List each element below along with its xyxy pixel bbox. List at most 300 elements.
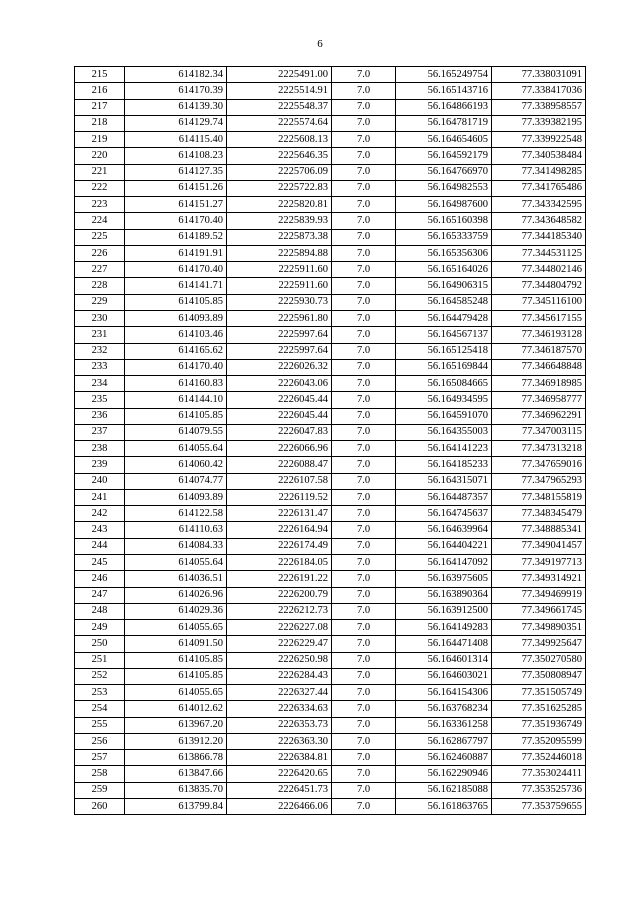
longitude-cell: 77.344185340 xyxy=(492,229,586,245)
longitude-cell: 77.338958557 xyxy=(492,99,586,115)
latitude-cell: 56.165160398 xyxy=(396,213,492,229)
latitude-cell: 56.163890364 xyxy=(396,587,492,603)
height-cell: 7.0 xyxy=(332,424,396,440)
x-coordinate-cell: 614127.35 xyxy=(125,164,227,180)
x-coordinate-cell: 614151.27 xyxy=(125,197,227,213)
x-coordinate-cell: 614129.74 xyxy=(125,115,227,131)
point-number-cell: 225 xyxy=(75,229,125,245)
height-cell: 7.0 xyxy=(332,115,396,131)
longitude-cell: 77.346958777 xyxy=(492,392,586,408)
latitude-cell: 56.164866193 xyxy=(396,99,492,115)
latitude-cell: 56.164745637 xyxy=(396,506,492,522)
table-row xyxy=(75,148,586,164)
y-coordinate-cell: 2226164.94 xyxy=(227,522,332,538)
height-cell: 7.0 xyxy=(332,750,396,766)
x-coordinate-cell: 614110.63 xyxy=(125,522,227,538)
latitude-cell: 56.162460887 xyxy=(396,750,492,766)
y-coordinate-cell: 2226353.73 xyxy=(227,717,332,733)
longitude-cell: 77.344804792 xyxy=(492,278,586,294)
point-number-cell: 233 xyxy=(75,359,125,375)
x-coordinate-cell: 614093.89 xyxy=(125,489,227,505)
height-cell: 7.0 xyxy=(332,359,396,375)
y-coordinate-cell: 2226200.79 xyxy=(227,587,332,603)
height-cell: 7.0 xyxy=(332,132,396,148)
point-number-cell: 231 xyxy=(75,327,125,343)
latitude-cell: 56.164479428 xyxy=(396,310,492,326)
point-number-cell: 220 xyxy=(75,148,125,164)
longitude-cell: 77.348345479 xyxy=(492,506,586,522)
longitude-cell: 77.345617155 xyxy=(492,310,586,326)
table-row xyxy=(75,587,586,603)
x-coordinate-cell: 614055.64 xyxy=(125,441,227,457)
point-number-cell: 240 xyxy=(75,473,125,489)
latitude-cell: 56.165125418 xyxy=(396,343,492,359)
table-row xyxy=(75,294,586,310)
point-number-cell: 247 xyxy=(75,587,125,603)
latitude-cell: 56.164639964 xyxy=(396,522,492,538)
table-row xyxy=(75,164,586,180)
y-coordinate-cell: 2226363.30 xyxy=(227,733,332,749)
table-row xyxy=(75,424,586,440)
point-number-cell: 245 xyxy=(75,554,125,570)
table-row xyxy=(75,522,586,538)
height-cell: 7.0 xyxy=(332,99,396,115)
longitude-cell: 77.346193128 xyxy=(492,327,586,343)
y-coordinate-cell: 2226026.32 xyxy=(227,359,332,375)
y-coordinate-cell: 2226334.63 xyxy=(227,701,332,717)
height-cell: 7.0 xyxy=(332,538,396,554)
latitude-cell: 56.164585248 xyxy=(396,294,492,310)
y-coordinate-cell: 2226174.49 xyxy=(227,538,332,554)
longitude-cell: 77.352095599 xyxy=(492,733,586,749)
latitude-cell: 56.164487357 xyxy=(396,489,492,505)
y-coordinate-cell: 2225706.09 xyxy=(227,164,332,180)
y-coordinate-cell: 2225894.88 xyxy=(227,245,332,261)
table-row xyxy=(75,359,586,375)
x-coordinate-cell: 614144.10 xyxy=(125,392,227,408)
table-row xyxy=(75,506,586,522)
latitude-cell: 56.164781719 xyxy=(396,115,492,131)
table-row xyxy=(75,229,586,245)
table-row xyxy=(75,620,586,636)
table-row xyxy=(75,701,586,717)
coordinates-table xyxy=(74,66,586,815)
latitude-cell: 56.165333759 xyxy=(396,229,492,245)
table-row xyxy=(75,441,586,457)
table-row xyxy=(75,750,586,766)
y-coordinate-cell: 2226045.44 xyxy=(227,408,332,424)
table-row xyxy=(75,668,586,684)
y-coordinate-cell: 2226045.44 xyxy=(227,392,332,408)
latitude-cell: 56.164766970 xyxy=(396,164,492,180)
latitude-cell: 56.163975605 xyxy=(396,571,492,587)
point-number-cell: 260 xyxy=(75,798,125,814)
table-row xyxy=(75,343,586,359)
x-coordinate-cell: 614115.40 xyxy=(125,132,227,148)
x-coordinate-cell: 614074.77 xyxy=(125,473,227,489)
x-coordinate-cell: 614055.64 xyxy=(125,554,227,570)
point-number-cell: 250 xyxy=(75,636,125,652)
height-cell: 7.0 xyxy=(332,83,396,99)
height-cell: 7.0 xyxy=(332,782,396,798)
longitude-cell: 77.344531125 xyxy=(492,245,586,261)
longitude-cell: 77.350270580 xyxy=(492,652,586,668)
point-number-cell: 230 xyxy=(75,310,125,326)
x-coordinate-cell: 613847.66 xyxy=(125,766,227,782)
y-coordinate-cell: 2225911.60 xyxy=(227,262,332,278)
height-cell: 7.0 xyxy=(332,473,396,489)
latitude-cell: 56.164982553 xyxy=(396,180,492,196)
point-number-cell: 253 xyxy=(75,685,125,701)
x-coordinate-cell: 614105.85 xyxy=(125,652,227,668)
table-row xyxy=(75,376,586,392)
latitude-cell: 56.164355003 xyxy=(396,424,492,440)
table-row xyxy=(75,213,586,229)
longitude-cell: 77.347313218 xyxy=(492,441,586,457)
longitude-cell: 77.349469919 xyxy=(492,587,586,603)
height-cell: 7.0 xyxy=(332,408,396,424)
latitude-cell: 56.164592179 xyxy=(396,148,492,164)
point-number-cell: 217 xyxy=(75,99,125,115)
table-row xyxy=(75,457,586,473)
longitude-cell: 77.338031091 xyxy=(492,67,586,83)
point-number-cell: 246 xyxy=(75,571,125,587)
longitude-cell: 77.349890351 xyxy=(492,620,586,636)
longitude-cell: 77.353525736 xyxy=(492,782,586,798)
y-coordinate-cell: 2225574.64 xyxy=(227,115,332,131)
y-coordinate-cell: 2226119.52 xyxy=(227,489,332,505)
y-coordinate-cell: 2225839.93 xyxy=(227,213,332,229)
height-cell: 7.0 xyxy=(332,603,396,619)
table-row xyxy=(75,798,586,814)
height-cell: 7.0 xyxy=(332,668,396,684)
x-coordinate-cell: 614191.91 xyxy=(125,245,227,261)
height-cell: 7.0 xyxy=(332,587,396,603)
point-number-cell: 252 xyxy=(75,668,125,684)
point-number-cell: 259 xyxy=(75,782,125,798)
table-row xyxy=(75,99,586,115)
longitude-cell: 77.345116100 xyxy=(492,294,586,310)
point-number-cell: 256 xyxy=(75,733,125,749)
x-coordinate-cell: 614055.65 xyxy=(125,685,227,701)
table-row xyxy=(75,538,586,554)
y-coordinate-cell: 2226229.47 xyxy=(227,636,332,652)
y-coordinate-cell: 2226420.65 xyxy=(227,766,332,782)
latitude-cell: 56.164591070 xyxy=(396,408,492,424)
longitude-cell: 77.350808947 xyxy=(492,668,586,684)
coordinates-table-body xyxy=(75,67,586,815)
latitude-cell: 56.165084665 xyxy=(396,376,492,392)
x-coordinate-cell: 614036.51 xyxy=(125,571,227,587)
longitude-cell: 77.346962291 xyxy=(492,408,586,424)
y-coordinate-cell: 2226107.58 xyxy=(227,473,332,489)
point-number-cell: 238 xyxy=(75,441,125,457)
longitude-cell: 77.340538484 xyxy=(492,148,586,164)
y-coordinate-cell: 2225722.83 xyxy=(227,180,332,196)
x-coordinate-cell: 614170.40 xyxy=(125,262,227,278)
table-row xyxy=(75,473,586,489)
height-cell: 7.0 xyxy=(332,343,396,359)
latitude-cell: 56.164149283 xyxy=(396,620,492,636)
x-coordinate-cell: 614108.23 xyxy=(125,148,227,164)
x-coordinate-cell: 614182.34 xyxy=(125,67,227,83)
table-row xyxy=(75,278,586,294)
x-coordinate-cell: 614105.85 xyxy=(125,408,227,424)
page-number: 6 xyxy=(317,38,323,50)
longitude-cell: 77.339922548 xyxy=(492,132,586,148)
x-coordinate-cell: 614060.42 xyxy=(125,457,227,473)
longitude-cell: 77.348885341 xyxy=(492,522,586,538)
x-coordinate-cell: 614189.52 xyxy=(125,229,227,245)
height-cell: 7.0 xyxy=(332,213,396,229)
table-row xyxy=(75,245,586,261)
point-number-cell: 223 xyxy=(75,197,125,213)
height-cell: 7.0 xyxy=(332,376,396,392)
latitude-cell: 56.164654605 xyxy=(396,132,492,148)
latitude-cell: 56.164147092 xyxy=(396,554,492,570)
height-cell: 7.0 xyxy=(332,441,396,457)
y-coordinate-cell: 2225491.00 xyxy=(227,67,332,83)
point-number-cell: 218 xyxy=(75,115,125,131)
y-coordinate-cell: 2226043.06 xyxy=(227,376,332,392)
latitude-cell: 56.165164026 xyxy=(396,262,492,278)
point-number-cell: 255 xyxy=(75,717,125,733)
height-cell: 7.0 xyxy=(332,798,396,814)
latitude-cell: 56.161863765 xyxy=(396,798,492,814)
y-coordinate-cell: 2225961.80 xyxy=(227,310,332,326)
x-coordinate-cell: 614012.62 xyxy=(125,701,227,717)
y-coordinate-cell: 2226212.73 xyxy=(227,603,332,619)
height-cell: 7.0 xyxy=(332,294,396,310)
height-cell: 7.0 xyxy=(332,278,396,294)
latitude-cell: 56.164906315 xyxy=(396,278,492,294)
latitude-cell: 56.164987600 xyxy=(396,197,492,213)
point-number-cell: 228 xyxy=(75,278,125,294)
longitude-cell: 77.347659016 xyxy=(492,457,586,473)
longitude-cell: 77.349197713 xyxy=(492,554,586,570)
latitude-cell: 56.163768234 xyxy=(396,701,492,717)
latitude-cell: 56.162867797 xyxy=(396,733,492,749)
point-number-cell: 258 xyxy=(75,766,125,782)
latitude-cell: 56.163361258 xyxy=(396,717,492,733)
longitude-cell: 77.346187570 xyxy=(492,343,586,359)
x-coordinate-cell: 614091.50 xyxy=(125,636,227,652)
y-coordinate-cell: 2225873.38 xyxy=(227,229,332,245)
table-row xyxy=(75,685,586,701)
latitude-cell: 56.164404221 xyxy=(396,538,492,554)
longitude-cell: 77.351505749 xyxy=(492,685,586,701)
y-coordinate-cell: 2226088.47 xyxy=(227,457,332,473)
point-number-cell: 229 xyxy=(75,294,125,310)
height-cell: 7.0 xyxy=(332,620,396,636)
x-coordinate-cell: 614151.26 xyxy=(125,180,227,196)
longitude-cell: 77.351625285 xyxy=(492,701,586,717)
latitude-cell: 56.162185088 xyxy=(396,782,492,798)
latitude-cell: 56.162290946 xyxy=(396,766,492,782)
longitude-cell: 77.343648582 xyxy=(492,213,586,229)
longitude-cell: 77.349661745 xyxy=(492,603,586,619)
height-cell: 7.0 xyxy=(332,571,396,587)
longitude-cell: 77.353024411 xyxy=(492,766,586,782)
table-row xyxy=(75,310,586,326)
x-coordinate-cell: 614141.71 xyxy=(125,278,227,294)
y-coordinate-cell: 2226227.08 xyxy=(227,620,332,636)
longitude-cell: 77.344802146 xyxy=(492,262,586,278)
point-number-cell: 224 xyxy=(75,213,125,229)
height-cell: 7.0 xyxy=(332,554,396,570)
x-coordinate-cell: 614139.30 xyxy=(125,99,227,115)
longitude-cell: 77.353759655 xyxy=(492,798,586,814)
point-number-cell: 241 xyxy=(75,489,125,505)
y-coordinate-cell: 2226066.96 xyxy=(227,441,332,457)
y-coordinate-cell: 2226466.06 xyxy=(227,798,332,814)
latitude-cell: 56.164603021 xyxy=(396,668,492,684)
x-coordinate-cell: 614026.96 xyxy=(125,587,227,603)
y-coordinate-cell: 2226184.05 xyxy=(227,554,332,570)
point-number-cell: 248 xyxy=(75,603,125,619)
point-number-cell: 236 xyxy=(75,408,125,424)
height-cell: 7.0 xyxy=(332,310,396,326)
y-coordinate-cell: 2226191.22 xyxy=(227,571,332,587)
latitude-cell: 56.165143716 xyxy=(396,83,492,99)
longitude-cell: 77.341765486 xyxy=(492,180,586,196)
x-coordinate-cell: 614105.85 xyxy=(125,294,227,310)
point-number-cell: 242 xyxy=(75,506,125,522)
point-number-cell: 216 xyxy=(75,83,125,99)
point-number-cell: 234 xyxy=(75,376,125,392)
height-cell: 7.0 xyxy=(332,262,396,278)
x-coordinate-cell: 614165.62 xyxy=(125,343,227,359)
point-number-cell: 219 xyxy=(75,132,125,148)
table-row xyxy=(75,115,586,131)
y-coordinate-cell: 2225820.81 xyxy=(227,197,332,213)
point-number-cell: 244 xyxy=(75,538,125,554)
longitude-cell: 77.351936749 xyxy=(492,717,586,733)
point-number-cell: 222 xyxy=(75,180,125,196)
latitude-cell: 56.164471408 xyxy=(396,636,492,652)
longitude-cell: 77.349314921 xyxy=(492,571,586,587)
table-row xyxy=(75,603,586,619)
x-coordinate-cell: 613799.84 xyxy=(125,798,227,814)
latitude-cell: 56.165249754 xyxy=(396,67,492,83)
table-row xyxy=(75,782,586,798)
table-row xyxy=(75,652,586,668)
table-row xyxy=(75,132,586,148)
height-cell: 7.0 xyxy=(332,229,396,245)
x-coordinate-cell: 614122.58 xyxy=(125,506,227,522)
longitude-cell: 77.352446018 xyxy=(492,750,586,766)
height-cell: 7.0 xyxy=(332,685,396,701)
longitude-cell: 77.339382195 xyxy=(492,115,586,131)
x-coordinate-cell: 614170.40 xyxy=(125,359,227,375)
latitude-cell: 56.164154306 xyxy=(396,685,492,701)
longitude-cell: 77.347003115 xyxy=(492,424,586,440)
x-coordinate-cell: 613835.70 xyxy=(125,782,227,798)
x-coordinate-cell: 614093.89 xyxy=(125,310,227,326)
table-row xyxy=(75,733,586,749)
x-coordinate-cell: 614170.40 xyxy=(125,213,227,229)
x-coordinate-cell: 613967.20 xyxy=(125,717,227,733)
x-coordinate-cell: 614079.55 xyxy=(125,424,227,440)
point-number-cell: 257 xyxy=(75,750,125,766)
longitude-cell: 77.341498285 xyxy=(492,164,586,180)
point-number-cell: 239 xyxy=(75,457,125,473)
y-coordinate-cell: 2226131.47 xyxy=(227,506,332,522)
x-coordinate-cell: 613866.78 xyxy=(125,750,227,766)
height-cell: 7.0 xyxy=(332,652,396,668)
height-cell: 7.0 xyxy=(332,67,396,83)
y-coordinate-cell: 2226250.98 xyxy=(227,652,332,668)
point-number-cell: 249 xyxy=(75,620,125,636)
point-number-cell: 226 xyxy=(75,245,125,261)
y-coordinate-cell: 2226047.83 xyxy=(227,424,332,440)
table-row xyxy=(75,489,586,505)
latitude-cell: 56.163912500 xyxy=(396,603,492,619)
table-row xyxy=(75,571,586,587)
longitude-cell: 77.343342595 xyxy=(492,197,586,213)
height-cell: 7.0 xyxy=(332,392,396,408)
height-cell: 7.0 xyxy=(332,148,396,164)
x-coordinate-cell: 614105.85 xyxy=(125,668,227,684)
point-number-cell: 227 xyxy=(75,262,125,278)
height-cell: 7.0 xyxy=(332,327,396,343)
height-cell: 7.0 xyxy=(332,766,396,782)
y-coordinate-cell: 2225997.64 xyxy=(227,327,332,343)
point-number-cell: 221 xyxy=(75,164,125,180)
x-coordinate-cell: 613912.20 xyxy=(125,733,227,749)
table-row xyxy=(75,717,586,733)
height-cell: 7.0 xyxy=(332,197,396,213)
table-row xyxy=(75,392,586,408)
longitude-cell: 77.346918985 xyxy=(492,376,586,392)
x-coordinate-cell: 614029.36 xyxy=(125,603,227,619)
y-coordinate-cell: 2225514.91 xyxy=(227,83,332,99)
latitude-cell: 56.164315071 xyxy=(396,473,492,489)
latitude-cell: 56.164141223 xyxy=(396,441,492,457)
table-row xyxy=(75,197,586,213)
table-row xyxy=(75,180,586,196)
longitude-cell: 77.347965293 xyxy=(492,473,586,489)
table-row xyxy=(75,766,586,782)
point-number-cell: 243 xyxy=(75,522,125,538)
x-coordinate-cell: 614055.65 xyxy=(125,620,227,636)
table-row xyxy=(75,554,586,570)
point-number-cell: 235 xyxy=(75,392,125,408)
height-cell: 7.0 xyxy=(332,701,396,717)
longitude-cell: 77.338417036 xyxy=(492,83,586,99)
y-coordinate-cell: 2226384.81 xyxy=(227,750,332,766)
point-number-cell: 215 xyxy=(75,67,125,83)
height-cell: 7.0 xyxy=(332,717,396,733)
y-coordinate-cell: 2225608.13 xyxy=(227,132,332,148)
table-row xyxy=(75,67,586,83)
table-row xyxy=(75,262,586,278)
y-coordinate-cell: 2226451.73 xyxy=(227,782,332,798)
y-coordinate-cell: 2225911.60 xyxy=(227,278,332,294)
x-coordinate-cell: 614170.39 xyxy=(125,83,227,99)
y-coordinate-cell: 2226284.43 xyxy=(227,668,332,684)
latitude-cell: 56.164567137 xyxy=(396,327,492,343)
latitude-cell: 56.165356306 xyxy=(396,245,492,261)
y-coordinate-cell: 2225930.73 xyxy=(227,294,332,310)
y-coordinate-cell: 2225548.37 xyxy=(227,99,332,115)
height-cell: 7.0 xyxy=(332,506,396,522)
point-number-cell: 251 xyxy=(75,652,125,668)
table-row xyxy=(75,327,586,343)
latitude-cell: 56.165169844 xyxy=(396,359,492,375)
y-coordinate-cell: 2225646.35 xyxy=(227,148,332,164)
point-number-cell: 237 xyxy=(75,424,125,440)
